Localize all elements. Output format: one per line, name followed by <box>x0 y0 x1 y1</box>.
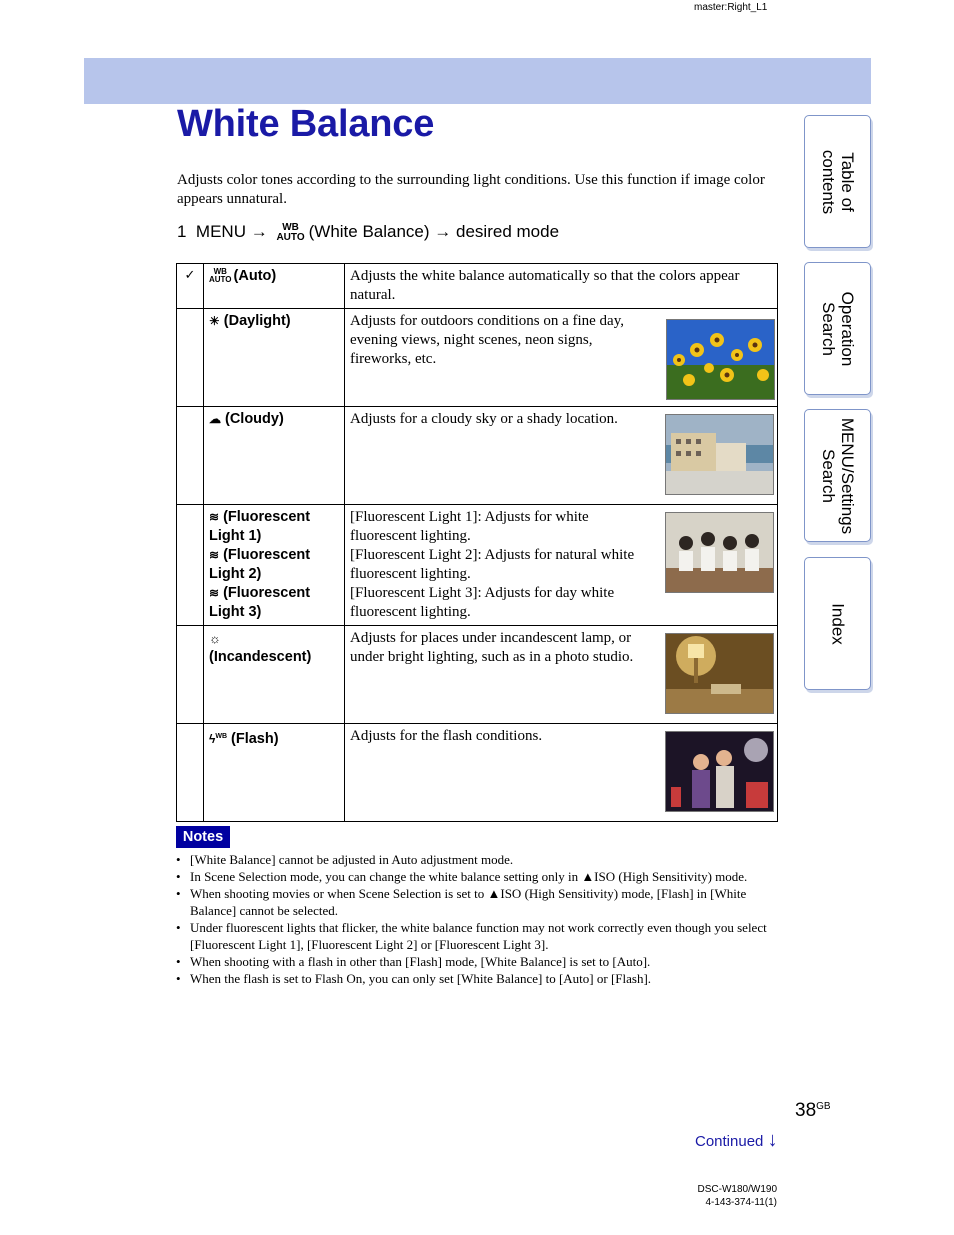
mode-name: (Fluorescent Light 3) <box>209 585 311 620</box>
list-item: • When shooting movies or when Scene Selection is set to ▲ISO (High Sensitivity) mode, [Flash] in [White Balance] cannot be selected. <box>176 885 776 919</box>
step-number: 1 <box>177 222 187 241</box>
list-item: • When the flash is set to Flash On, you can only set [White Balance] to [Auto] or [Flash]. <box>176 970 776 987</box>
table-row <box>177 626 778 724</box>
fluorescent-icon: ≋ <box>209 510 220 524</box>
master-tag: master:Right_L1 <box>694 2 768 13</box>
sunflower-photo <box>666 319 775 400</box>
page-number: $38^{GB}$ <box>795 1100 831 1121</box>
list-item: • Under fluorescent lights that flicker, the white balance function may not work correctly even though you select [Fluorescent Light 1], [Fluorescent Light 2] or [Fluorescent Light 3]. <box>176 919 776 953</box>
tab-table-of-contents[interactable] <box>804 115 871 248</box>
white-balance-table <box>176 263 778 822</box>
seaside-buildings-photo <box>665 414 774 495</box>
mode-description: Adjusts for the flash conditions. <box>350 728 543 744</box>
tab-menu-settings-search[interactable] <box>804 409 871 542</box>
tab-operation-search[interactable] <box>804 262 871 395</box>
table-row <box>177 264 778 309</box>
tab-label: Index <box>828 602 847 645</box>
mode-name: (Flash) <box>231 731 279 747</box>
down-arrow-icon: ↓ <box>767 1129 778 1151</box>
model-number: DSC-W180/W190 <box>697 1184 777 1195</box>
list-item: • When shooting with a flash in other than [Flash] mode, [White Balance] is set to [Auto]. <box>176 953 776 970</box>
incandescent-icon: ☼ <box>209 631 221 646</box>
arrow-icon: → <box>250 222 268 241</box>
mode-name: (Auto) <box>233 268 277 284</box>
footer-model <box>690 1183 777 1209</box>
tab-index[interactable] <box>804 557 871 690</box>
notes-label: Notes <box>176 826 230 848</box>
mode-description: Adjusts for outdoors conditions on a fine day, evening views, night scenes, neon signs, fireworks, etc. <box>350 313 624 367</box>
lamp-room-photo <box>665 633 774 714</box>
mode-name: (Daylight) <box>223 313 291 329</box>
page-title: White Balance <box>177 103 435 145</box>
night-people-photo <box>665 731 774 812</box>
header-band <box>84 58 871 104</box>
tab-label: MENU/Settings Search <box>818 417 857 534</box>
daylight-icon: ☀ <box>209 314 220 328</box>
part-number: 4-143-374-11(1) <box>705 1197 777 1208</box>
notes-list <box>176 851 776 987</box>
continued-label: Continued <box>695 1133 764 1150</box>
table-row <box>177 309 778 407</box>
mode-description: [Fluorescent Light 1]: Adjusts for white fluorescent lighting. [Fluorescent Light 2]: Adjusts for natural white fluorescent lighting. [Fluorescent Light 3]: Adjusts for day white fluorescent lighting. <box>350 509 635 620</box>
table-row <box>177 505 778 626</box>
tab-label: Operation Search <box>818 291 857 366</box>
mode-description: Adjusts for places under incandescent lamp, or under bright lighting, such as in a photo studio. <box>350 630 634 665</box>
mode-name: (Fluorescent Light 1) <box>209 509 311 544</box>
default-check-icon: ✓ <box>177 264 204 309</box>
wb-auto-icon: WB AUTO <box>276 221 305 243</box>
step-white-balance-label: (White Balance) <box>308 222 430 241</box>
table-row <box>177 407 778 505</box>
menu-step <box>177 222 559 243</box>
mode-name: (Cloudy) <box>225 411 284 427</box>
mode-description: Adjusts for a cloudy sky or a shady location. <box>350 411 618 427</box>
menu-label: MENU <box>195 222 246 241</box>
fluorescent-icon: ≋ <box>209 586 220 600</box>
step-target: desired mode <box>456 222 560 241</box>
list-item: • In Scene Selection mode, you can change the white balance setting only in ▲ISO (High Sensitivity) mode. <box>176 868 776 885</box>
mode-name: (Fluorescent Light 2) <box>209 547 311 582</box>
continued-link[interactable] <box>695 1129 778 1152</box>
table-row <box>177 724 778 822</box>
intro-text: Adjusts color tones according to the surrounding light conditions. Use this function if image color appears unnatural. <box>177 172 765 207</box>
wb-auto-icon: WB AUTO <box>209 267 232 285</box>
list-item: • [White Balance] cannot be adjusted in Auto adjustment mode. <box>176 851 776 868</box>
arrow-icon: → <box>434 222 452 241</box>
mode-description: Adjusts the white balance automatically so that the colors appear natural. <box>345 264 778 309</box>
mode-name: (Incandescent) <box>209 649 312 665</box>
cloudy-icon: ☁ <box>209 412 221 426</box>
fluorescent-icon: ≋ <box>209 548 220 562</box>
flash-wb-icon: $ϟ^{WB}$ <box>209 732 228 746</box>
office-people-photo <box>665 512 774 593</box>
tab-label: Table of contents <box>818 149 857 214</box>
